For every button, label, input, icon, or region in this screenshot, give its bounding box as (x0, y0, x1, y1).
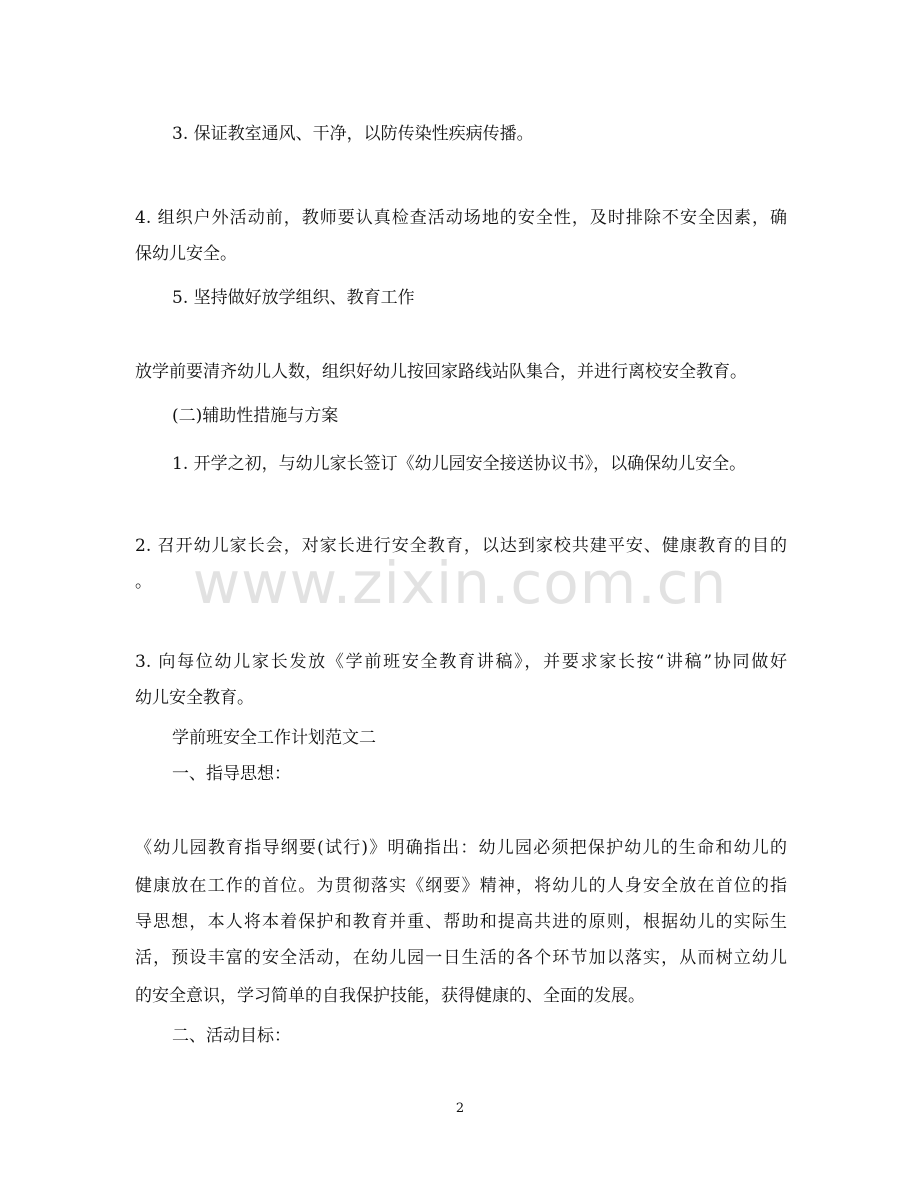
section-heading-guiding-thought: 一、指导思想： (172, 764, 291, 784)
paragraph-aux-item-1: 1. 开学之初，与幼儿家长签订《幼儿园安全接送协议书》，以确保幼儿安全。 (172, 454, 747, 474)
paragraph-aux-item-3-line-1: 3. 向每位幼儿家长发放《学前班安全教育讲稿》，并要求家长按“讲稿”协同做好 (135, 652, 787, 672)
watermark: www.zixin.com.cn (192, 549, 728, 617)
section-heading-auxiliary: (二)辅助性措施与方案 (172, 406, 339, 426)
paragraph-aux-item-2-line-2: 。 (135, 572, 152, 592)
paragraph-item-3: 3. 保证教室通风、干净，以防传染性疾病传播。 (172, 124, 534, 144)
paragraph-aux-item-2-line-1: 2. 召开幼儿家长会，对家长进行安全教育，以达到家校共建平安、健康教育的目的 (135, 536, 787, 556)
paragraph-guideline-line-5: 的安全意识，学习简单的自我保护技能，获得健康的、全面的发展。 (135, 986, 645, 1006)
paragraph-guideline-line-2: 健康放在工作的首位。为贯彻落实《纲要》精神，将幼儿的人身安全放在首位的指 (135, 876, 787, 896)
paragraph-guideline-line-1: 《幼儿园教育指导纲要(试行)》明确指出：幼儿园必须把保护幼儿的生命和幼儿的 (135, 838, 787, 858)
paragraph-item-4-line-2: 保幼儿安全。 (135, 244, 237, 264)
paragraph-guideline-line-4: 活，预设丰富的安全活动，在幼儿园一日生活的各个环节加以落实，从而树立幼儿 (135, 948, 787, 968)
paragraph-aux-item-3-line-2: 幼儿安全教育。 (135, 688, 254, 708)
paragraph-dismissal: 放学前要清齐幼儿人数，组织好幼儿按回家路线站队集合，并进行离校安全教育。 (135, 362, 747, 382)
page-number: 2 (455, 1101, 465, 1116)
section-heading-activity-goals: 二、活动目标： (172, 1026, 291, 1046)
article-title: 学前班安全工作计划范文二 (172, 728, 376, 748)
paragraph-item-4-line-1: 4. 组织户外活动前，教师要认真检查活动场地的安全性，及时排除不安全因素，确 (135, 208, 787, 228)
paragraph-guideline-line-3: 导思想，本人将本着保护和教育并重、帮助和提高共进的原则，根据幼儿的实际生 (135, 912, 787, 932)
paragraph-item-5: 5. 坚持做好放学组织、教育工作 (172, 288, 415, 308)
